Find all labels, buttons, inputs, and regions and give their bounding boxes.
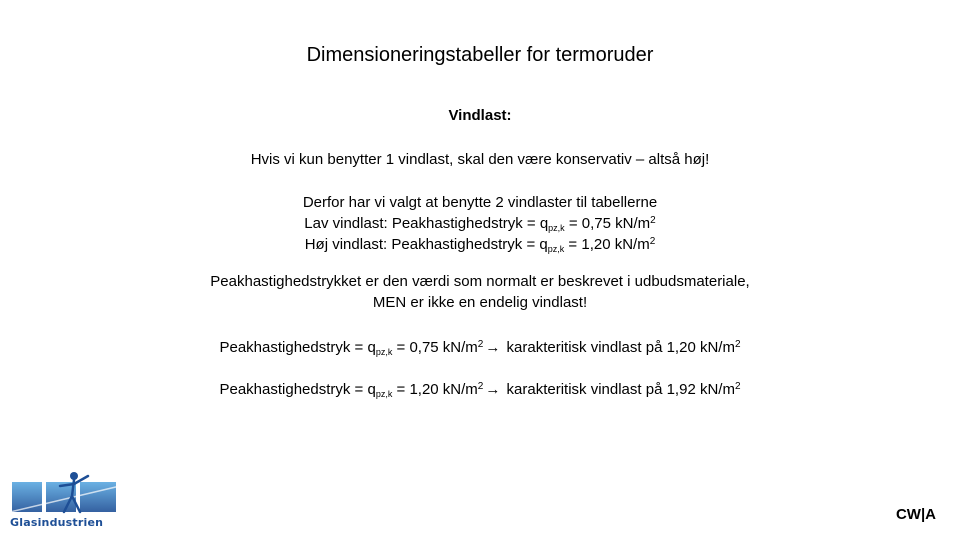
conversion-value: = 1,20 kN/m bbox=[392, 381, 478, 398]
conversion-value: = 0,75 kN/m bbox=[392, 339, 478, 356]
logo-text: Glasindustrien bbox=[10, 516, 104, 529]
conversion-subscript: pz,k bbox=[375, 347, 393, 357]
high-windload-prefix: Høj vindlast: Peakhastighedstryk = q bbox=[304, 236, 548, 253]
high-windload-line bbox=[0, 235, 960, 255]
conversion-result: karakteritisk vindlast på 1,92 kN/m bbox=[502, 381, 735, 398]
choice-text: Derfor har vi valgt at benytte 2 vindlaster til tabellerne bbox=[302, 194, 658, 211]
conversion-subscript: pz,k bbox=[375, 389, 393, 399]
low-windload-superscript: 2 bbox=[650, 215, 656, 226]
conversion-line-2 bbox=[0, 380, 960, 400]
arrow-right-icon: → bbox=[485, 381, 501, 398]
conversion-superscript: 2 bbox=[477, 381, 484, 392]
conversion-result: karakteritisk vindlast på 1,20 kN/m bbox=[502, 339, 735, 356]
note-line-1: Peakhastighedstrykket er den værdi som normalt er beskrevet i udbudsmateriale, bbox=[210, 273, 750, 290]
high-windload-superscript: 2 bbox=[649, 236, 656, 247]
page-title: Dimensioneringstabeller for termoruder bbox=[306, 44, 654, 66]
conversion-prefix: Peakhastighedstryk = q bbox=[219, 381, 376, 398]
low-windload-value: = 0,75 kN/m bbox=[564, 215, 651, 232]
high-windload-value: = 1,20 kN/m bbox=[564, 236, 650, 253]
section-heading: Vindlast: bbox=[448, 107, 512, 124]
arrow-right-icon: → bbox=[485, 339, 501, 356]
note-line-2: MEN er ikke en endelig vindlast! bbox=[372, 294, 588, 311]
logo-mark-icon bbox=[10, 468, 122, 516]
conversion-result-superscript: 2 bbox=[734, 339, 741, 350]
low-windload-line bbox=[0, 214, 960, 234]
conversion-line-1 bbox=[0, 338, 960, 358]
glasindustrien-logo bbox=[10, 468, 122, 530]
conversion-superscript: 2 bbox=[477, 339, 484, 350]
conversion-result-superscript: 2 bbox=[734, 381, 741, 392]
footer-label: CW|A bbox=[895, 506, 936, 523]
high-windload-subscript: pz,k bbox=[547, 244, 565, 254]
low-windload-subscript: pz,k bbox=[548, 223, 565, 233]
conversion-prefix: Peakhastighedstryk = q bbox=[219, 339, 376, 356]
low-windload-prefix: Lav vindlast: Peakhastighedstryk = q bbox=[304, 215, 549, 232]
intro-text: Hvis vi kun benytter 1 vindlast, skal den være konservativ – altså høj! bbox=[250, 151, 710, 168]
